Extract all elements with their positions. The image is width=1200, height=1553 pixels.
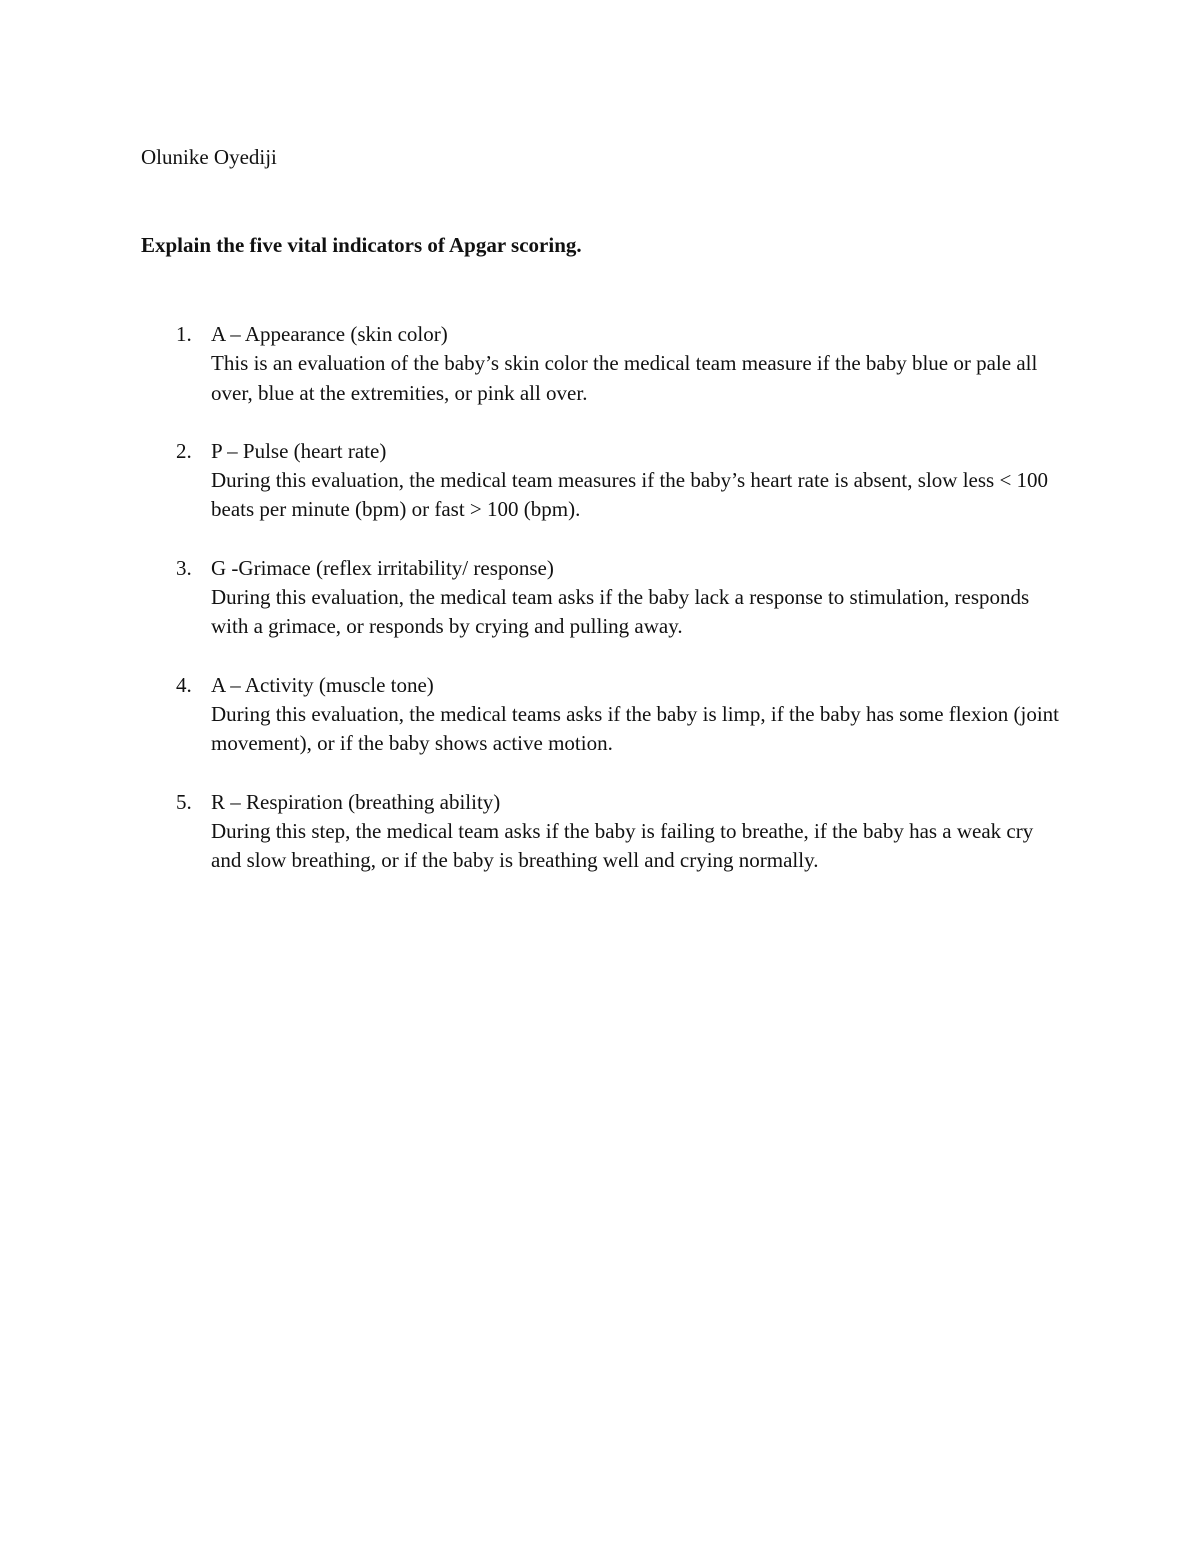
list-item-text: This is an evaluation of the baby’s skin color the medical team measure if the baby blue or pale all over, blue at the extremities, or pink all over. (211, 351, 1038, 405)
list-item-text: During this step, the medical team asks if the baby is failing to breathe, if the baby has a weak cry and slow breathing, or if the baby is breathing well and crying normally. (211, 818, 1034, 873)
list-item-body (211, 437, 1061, 525)
list-item-heading: A – Appearance (skin color) (211, 322, 448, 346)
list-item-heading: R – Respiration (breathing ability) (211, 789, 501, 814)
list-item-number: 5. (176, 789, 192, 814)
list-item-body (211, 554, 1061, 642)
list-item-body (211, 320, 1061, 408)
list-item-body (211, 671, 1061, 759)
list-item-text: During this evaluation, the medical team asks if the baby lack a response to stimulation, responds with a grimace, or responds by crying and pulling away. (211, 585, 1030, 639)
list-item (141, 437, 1061, 525)
list-item-number: 4. (176, 672, 192, 697)
list-item-heading: P – Pulse (heart rate) (211, 438, 387, 463)
list-item (141, 320, 1061, 408)
author-name: Olunike Oyediji (141, 145, 277, 169)
list-item-text: During this evaluation, the medical team measures if the baby’s heart rate is absent, slow less < 100 beats per minute (bpm) or fast > 100 (bpm). (211, 468, 1049, 522)
list-item-heading: G -Grimace (reflex irritability/ response) (211, 555, 554, 580)
list-item-heading: A – Activity (muscle tone) (211, 672, 434, 697)
list-item (141, 554, 1061, 642)
list-item (141, 671, 1061, 759)
document-title: Explain the five vital indicators of Apgar scoring. (141, 233, 582, 257)
list-item-number: 2. (176, 438, 192, 463)
list-item (141, 788, 1061, 876)
list-item-body (211, 788, 1061, 876)
list-item-text: During this evaluation, the medical teams asks if the baby is limp, if the baby has some flexion (joint movement), or if the baby shows active motion. (211, 701, 1059, 756)
list-item-number: 3. (176, 555, 192, 580)
list-item-number: 1. (176, 322, 192, 346)
apgar-indicator-list (141, 320, 1061, 904)
